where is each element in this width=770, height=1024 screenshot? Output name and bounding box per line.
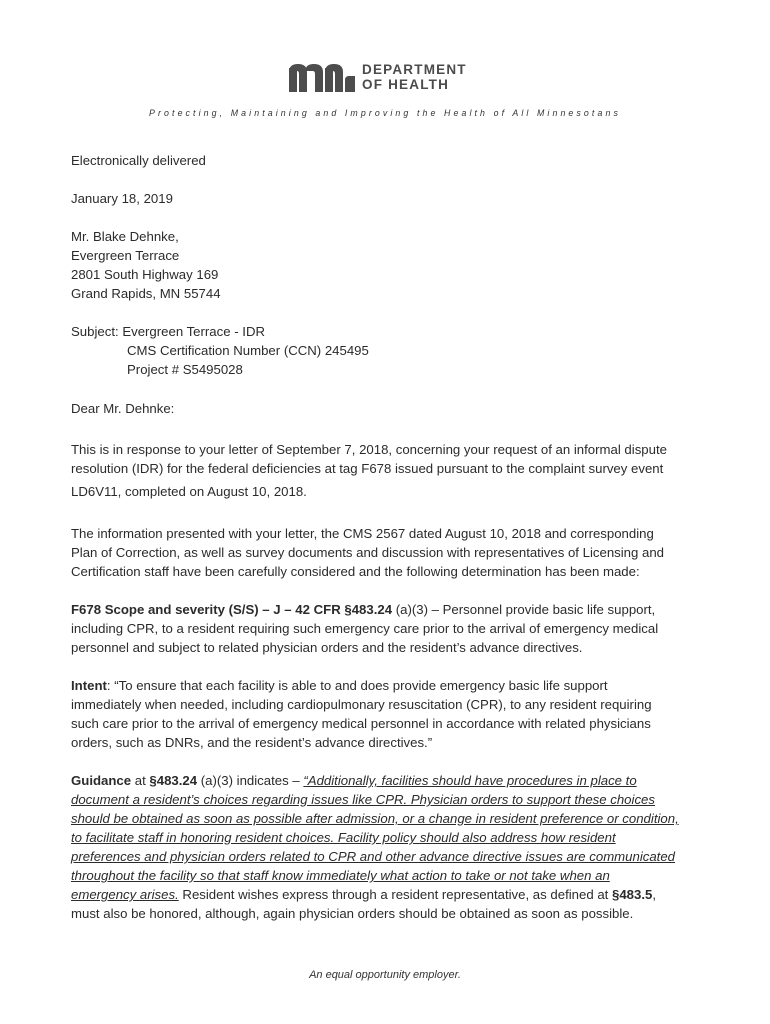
para1-line: resolution (IDR) for the federal deficiencies at tag F678 issued pursuant to the complaint survey event: [71, 461, 664, 476]
guidance-quote-line: should be obtained as soon as possible after admission, or a change in resident preference or condition,: [71, 811, 679, 826]
letter-date: January 18, 2019: [71, 191, 173, 206]
f678-line: including CPR, to a resident requiring such emergency care prior to the arrival of emergency medical: [71, 621, 659, 636]
intent-line: such care prior to the arrival of emergency medical personnel in accordance with related physicians: [71, 716, 651, 731]
guidance-section-2: §483.5: [612, 887, 653, 902]
guidance-line: must also be honored, although, again physician orders should be obtained as soon as possible.: [71, 906, 634, 921]
para2-line: The information presented with your letter, the CMS 2567 dated August 10, 2018 and corresponding: [71, 526, 654, 541]
guidance-quote-line: preferences and physician orders related to CPR and other advance directive issues are communicated: [71, 849, 676, 864]
guidance-quote-end: emergency arises.: [71, 887, 179, 902]
address-line: Grand Rapids, MN 55744: [71, 286, 221, 301]
address-line: 2801 South Highway 169: [71, 267, 219, 282]
para1-line: LD6V11, completed on August 10, 2018.: [71, 484, 307, 499]
footer-note: An equal opportunity employer.: [309, 969, 461, 981]
guidance-label: Guidance: [71, 773, 132, 788]
f678-line: F678 Scope and severity (S/S) – J – 42 CFR §483.24 (a)(3) – Personnel provide basic life support,: [71, 602, 656, 617]
guidance-quote-line: throughout the facility so that staff know immediately what action to take or not take when an: [71, 868, 610, 883]
f678-heading: F678 Scope and severity (S/S) – J – 42 CFR §483.24: [71, 602, 393, 617]
para2-line: Certification staff have been carefully considered and the following determination has been made:: [71, 564, 640, 579]
tagline: Protecting, Maintaining and Improving the Health of All Minnesotans: [149, 108, 621, 118]
dept-line-2: OF HEALTH: [362, 77, 450, 92]
guidance-quote-line: document a resident’s choices regarding issues like CPR. Physician orders to support these choices: [71, 792, 655, 807]
salutation: Dear Mr. Dehnke:: [71, 401, 175, 416]
guidance-line: Guidance at §483.24 (a)(3) indicates – “Additionally, facilities should have procedures in place to: [71, 773, 637, 788]
dept-line-1: DEPARTMENT: [362, 62, 467, 77]
para2-line: Plan of Correction, as well as survey documents and discussion with representatives of Licensing and: [71, 545, 665, 560]
intent-label: Intent: [71, 678, 107, 693]
address-line: Mr. Blake Dehnke,: [71, 229, 179, 244]
delivery-note: Electronically delivered: [71, 153, 206, 168]
subject-line: Subject: Evergreen Terrace - IDR: [71, 324, 265, 339]
para1-line: This is in response to your letter of September 7, 2018, concerning your request of an informal dispute: [71, 442, 667, 457]
guidance-quote: “Additionally, facilities should have procedures in place to: [303, 773, 637, 788]
intent-line: orders, such as DNRs, and the resident’s advance directives.”: [71, 735, 433, 750]
f678-line: personnel and subject to related physician orders and the resident’s advance directives.: [71, 640, 583, 655]
subject-project: Project # S5495028: [127, 362, 243, 377]
subject-ccn: CMS Certification Number (CCN) 245495: [127, 343, 369, 358]
intent-line: immediately when needed, including cardiopulmonary resuscitation (CPR), to any resident requiring: [71, 697, 652, 712]
mn-health-logo: [289, 62, 467, 92]
intent-line: Intent: “To ensure that each facility is able to and does provide emergency basic life support: [71, 678, 608, 693]
mn-logo-icon: [289, 62, 355, 92]
guidance-line: emergency arises. Resident wishes express through a resident representative, as defined at §483.5,: [71, 887, 657, 902]
guidance-section: §483.24: [149, 773, 198, 788]
address-line: Evergreen Terrace: [71, 248, 180, 263]
guidance-quote-line: to facilitate staff in honoring resident choices. Facility policy should also address how resident: [71, 830, 616, 845]
